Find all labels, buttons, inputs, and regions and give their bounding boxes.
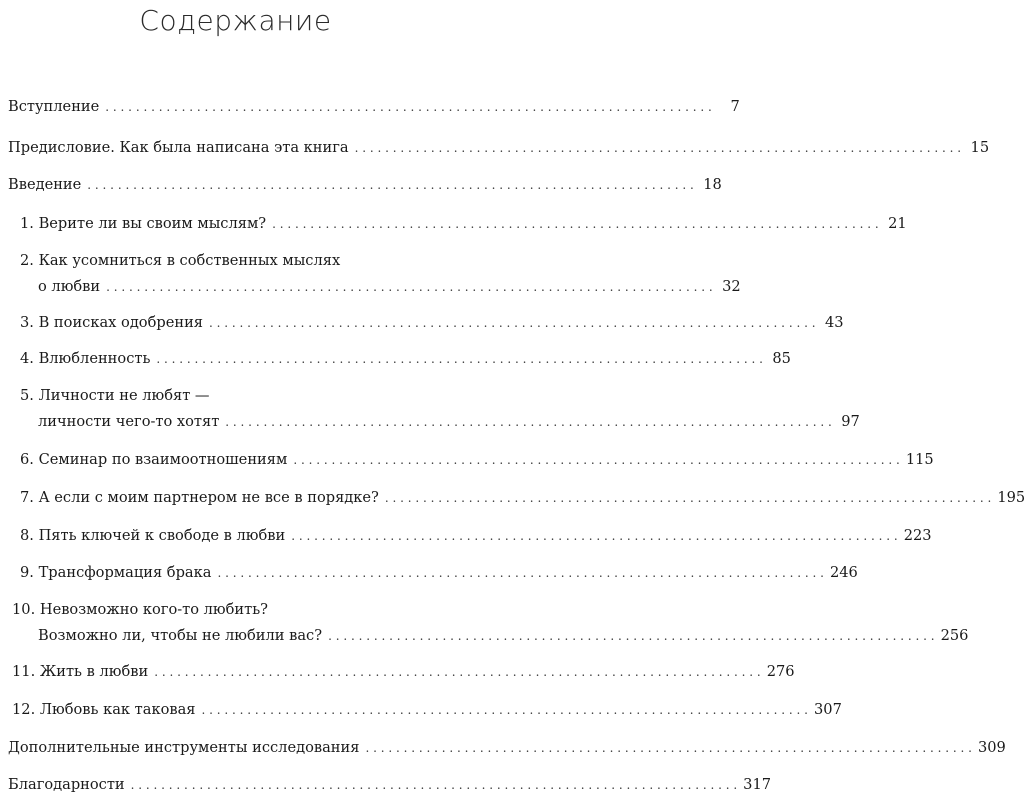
toc-entry-page: 246 — [829, 564, 858, 581]
toc-entry-title: 1. Верите ли вы своим мыслям? — [20, 215, 267, 232]
toc-entry[interactable] — [0, 135, 990, 161]
toc-leader-dots — [328, 623, 935, 649]
toc-entry-page: 223 — [903, 527, 932, 544]
toc-entry[interactable] — [0, 211, 907, 237]
toc-entry[interactable] — [0, 248, 741, 300]
toc-entry[interactable] — [0, 659, 795, 685]
toc-entry-title-line1: 5. Личности не любят — — [20, 387, 210, 404]
toc-leader-dots — [385, 485, 992, 511]
toc-entry[interactable] — [0, 172, 722, 198]
toc-entry[interactable] — [0, 735, 1006, 761]
toc-entry[interactable] — [0, 447, 934, 473]
toc-leader-dots — [293, 447, 900, 473]
toc-leader-dots — [106, 274, 713, 300]
toc-entry-title: Дополнительные инструменты исследования — [8, 739, 360, 756]
toc-entry-page: 195 — [997, 489, 1025, 506]
toc-entry-page: 43 — [824, 314, 844, 331]
toc-entry[interactable] — [0, 523, 932, 549]
toc-entry-page: 21 — [888, 215, 907, 232]
toc-leader-dots — [225, 409, 832, 435]
toc-entry-page: 32 — [722, 278, 741, 295]
toc-leader-dots — [87, 172, 694, 198]
toc-leader-dots — [105, 94, 712, 120]
toc-entry-title-line2: Возможно ли, чтобы не любили вас? — [38, 627, 323, 644]
toc-entry[interactable] — [0, 346, 791, 372]
toc-entry-page: 7 — [730, 98, 740, 115]
toc-entry[interactable] — [0, 697, 842, 723]
toc-leader-dots — [217, 560, 824, 586]
toc-entry-title: Вступление — [8, 98, 100, 115]
toc-entry-page: 18 — [703, 176, 722, 193]
toc-entry-title: 3. В поисках одобрения — [20, 314, 204, 331]
toc-entry-page: 15 — [970, 139, 990, 156]
toc-entry-title: 12. Любовь как таковая — [12, 701, 196, 718]
toc-leader-dots — [272, 211, 879, 237]
toc-entry-title: 4. Влюбленность — [20, 350, 151, 367]
toc-entry-page: 115 — [905, 451, 934, 468]
toc-entry[interactable] — [0, 94, 740, 120]
toc-entry-title: 8. Пять ключей к свободе в любви — [20, 527, 286, 544]
toc-entry-title: 7. А если с моим партнером не все в порядке? — [20, 489, 379, 506]
toc-entry[interactable] — [0, 560, 858, 586]
toc-leader-dots — [131, 772, 738, 798]
page-title: Содержание — [139, 4, 332, 37]
toc-entry-title-line1: 10. Невозможно кого-то любить? — [12, 601, 268, 618]
toc-entry[interactable] — [0, 383, 860, 435]
toc-entry-page: 307 — [814, 701, 842, 718]
toc-entry[interactable] — [0, 597, 969, 649]
toc-entry-page: 97 — [841, 413, 860, 430]
toc-leader-dots — [291, 523, 898, 549]
toc-entry-title: 6. Семинар по взаимоотношениям — [20, 451, 288, 468]
toc-entry-title: Введение — [8, 176, 82, 193]
toc-leader-dots — [355, 135, 962, 161]
toc-entry[interactable] — [0, 485, 1025, 511]
toc-leader-dots — [202, 697, 809, 723]
toc-entry-page: 317 — [743, 776, 772, 793]
toc-entry-title: 11. Жить в любви — [12, 663, 149, 680]
toc-entry[interactable] — [0, 772, 772, 798]
toc-entry-title: Благодарности — [8, 776, 125, 793]
toc-leader-dots — [154, 659, 761, 685]
toc-entry-title: Предисловие. Как была написана эта книга — [8, 139, 349, 156]
toc-entry-page: 85 — [772, 350, 791, 367]
toc-entry[interactable] — [0, 310, 844, 336]
toc-leader-dots — [365, 735, 972, 761]
toc-entry-page: 256 — [940, 627, 969, 644]
toc-entry-page: 276 — [766, 663, 795, 680]
toc-leader-dots — [156, 346, 763, 372]
toc-entry-title-line2: о любви — [38, 278, 101, 295]
toc-entry-title: 9. Трансформация брака — [20, 564, 212, 581]
toc-entry-page: 309 — [977, 739, 1006, 756]
toc-leader-dots — [209, 310, 816, 336]
toc-entry-title-line1: 2. Как усомниться в собственных мыслях — [20, 252, 341, 269]
toc-entry-title-line2: личности чего-то хотят — [38, 413, 220, 430]
